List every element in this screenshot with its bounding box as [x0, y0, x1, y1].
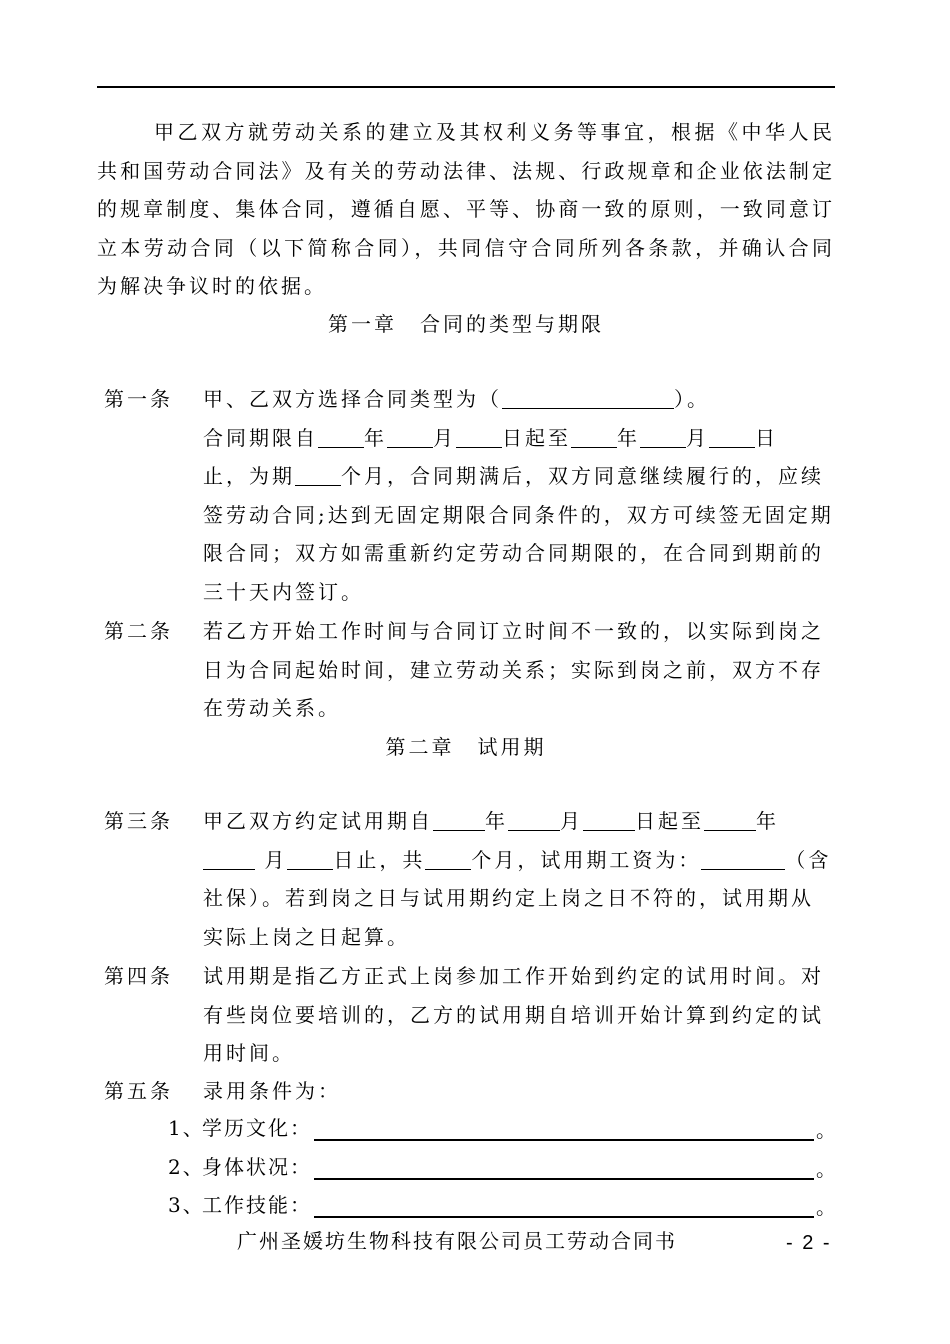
end-day-blank[interactable]: [709, 427, 755, 448]
intro-paragraph: 甲乙双方就劳动关系的建立及其权利义务等事宜，根据《中华人民共和国劳动合同法》及有关的劳动法律、法规、行政规章和企业依法制定的规章制度、集体合同，遵循自愿、平等、协商一致的原则，一致同意订立本劳动合同（以下简称合同），共同信守合同所列各条款，并确认合同为解决争议时的依据。: [97, 120, 835, 298]
chapter-2-heading: 第二章 试用期: [385, 735, 547, 759]
article-3-label: 第三条: [104, 809, 173, 833]
article-3-text: 甲乙双方约定试用期自: [203, 809, 433, 833]
article-1-text: 日: [755, 425, 778, 450]
article-3-text: 年: [485, 809, 508, 833]
probation-end-day-blank[interactable]: [287, 849, 333, 870]
list-item: [168, 1186, 838, 1224]
article-3-text: 月: [560, 809, 583, 833]
probation-start-month-blank[interactable]: [508, 810, 560, 831]
footer-title: 广州圣媛坊生物科技有限公司员工劳动合同书: [237, 1229, 677, 1253]
list-item-number: 3、: [168, 1193, 205, 1217]
contract-type-blank[interactable]: [502, 388, 674, 409]
list-item-number: 1、: [168, 1116, 205, 1140]
list-item-label: 工作技能：: [202, 1193, 312, 1217]
article-1-text: 甲、乙双方选择合同类型为（: [203, 387, 502, 411]
start-month-blank[interactable]: [387, 427, 433, 448]
article-5: [97, 1072, 835, 1111]
article-5-text: 录用条件为：: [203, 1079, 341, 1103]
article-3-text: 日止，共: [333, 847, 426, 872]
end-year-blank[interactable]: [571, 427, 617, 448]
article-2: [97, 612, 835, 728]
list-item: [168, 1109, 838, 1147]
list-item-label: 身体状况：: [202, 1155, 312, 1179]
list-item: [168, 1148, 838, 1186]
article-4-text: 试用期是指乙方正式上岗参加工作开始到约定的试用时间。对有些岗位要培训的，乙方的试用期自培训开始计算到约定的试用时间。: [203, 964, 824, 1065]
article-1-text: 月: [686, 425, 709, 450]
article-3-body: [203, 802, 835, 956]
health-fill-line[interactable]: [314, 1178, 814, 1180]
list-item-end: 。: [816, 1157, 838, 1181]
article-3-text: 年: [756, 809, 779, 833]
article-3: [97, 802, 835, 956]
probation-end-year-blank[interactable]: [704, 810, 756, 831]
article-5-label: 第五条: [104, 1079, 173, 1103]
article-1-text: 年: [617, 425, 640, 450]
article-1-text: 月: [433, 425, 456, 450]
article-1-text: ）。: [674, 387, 710, 411]
article-3-text: 月: [264, 847, 288, 872]
page-number: - 2 -: [786, 1232, 832, 1254]
probation-salary-blank[interactable]: [701, 849, 785, 870]
article-3-text: 个月，试用期工资为：: [471, 847, 702, 872]
end-month-blank[interactable]: [640, 427, 686, 448]
list-item-end: 。: [816, 1118, 838, 1142]
article-1-text: 日起至: [502, 425, 571, 450]
article-1-label: 第一条: [104, 387, 173, 411]
article-1: [97, 380, 835, 611]
article-4-label: 第四条: [104, 964, 173, 988]
probation-months-blank[interactable]: [425, 849, 471, 870]
article-1-text: 年: [364, 425, 387, 450]
education-fill-line[interactable]: [314, 1139, 814, 1141]
probation-start-day-blank[interactable]: [583, 810, 635, 831]
article-4: [97, 957, 835, 1073]
list-item-end: 。: [816, 1195, 838, 1219]
start-year-blank[interactable]: [318, 427, 364, 448]
article-3-text: （含社保）。若到岗之日与试用期约定上岗之日不符的，试用期从实际上岗之日起算。: [203, 847, 832, 949]
skills-fill-line[interactable]: [314, 1216, 814, 1218]
term-months-blank[interactable]: [295, 465, 341, 486]
list-item-number: 2、: [168, 1155, 205, 1179]
article-1-text: 个月，合同期满后，双方同意继续履行的，应续签劳动合同;达到无固定期限合同条件的，双方可续签无固定期限合同；双方如需重新约定劳动合同期限的，在合同到期前的三十天内签订。: [203, 464, 834, 604]
article-1-text: 合同期限自: [203, 425, 318, 450]
article-1-text: 止，为期: [203, 464, 295, 488]
header-rule: [97, 86, 835, 88]
probation-end-month-blank[interactable]: [203, 849, 255, 870]
article-1-body: [203, 380, 835, 611]
start-day-blank[interactable]: [456, 427, 502, 448]
probation-start-year-blank[interactable]: [433, 810, 485, 831]
article-3-text: 日起至: [635, 809, 704, 833]
article-2-label: 第二条: [104, 619, 173, 643]
article-2-text: 若乙方开始工作时间与合同订立时间不一致的，以实际到岗之日为合同起始时间，建立劳动关系；实际到岗之前，双方不存在劳动关系。: [203, 619, 824, 720]
chapter-1-heading: 第一章 合同的类型与期限: [328, 312, 604, 336]
list-item-label: 学历文化：: [202, 1116, 312, 1140]
